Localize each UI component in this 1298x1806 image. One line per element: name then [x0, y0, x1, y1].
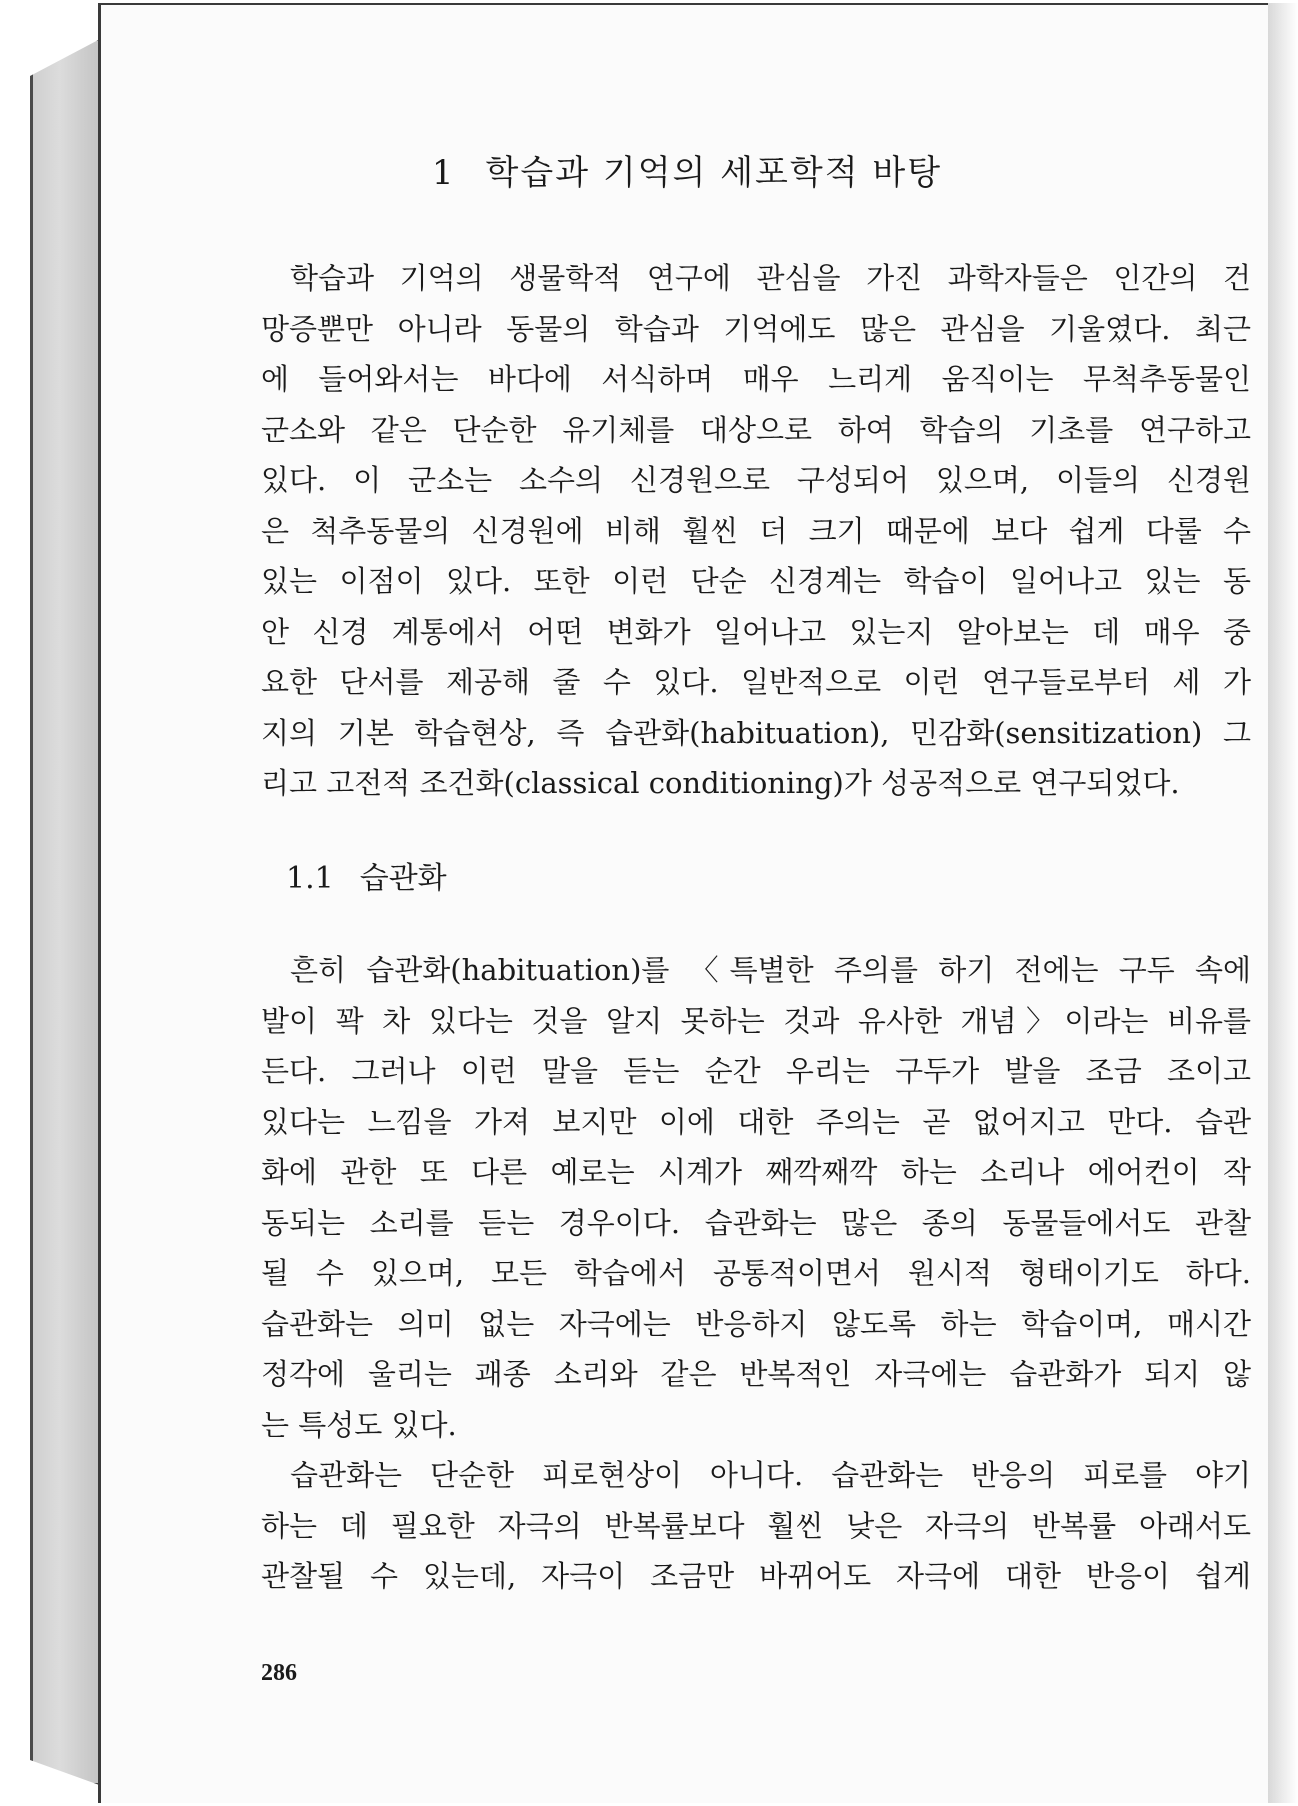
text-line: 있는 이점이 있다. 또한 이런 단순 신경계는 학습이 일어나고 있는 동	[261, 564, 1251, 598]
text-line: 동되는 소리를 듣는 경우이다. 습관화는 많은 종의 동물들에서도 관찰	[261, 1205, 1251, 1240]
text-line: 에 들어와서는 바다에 서식하며 매우 느리게 움직이는 무척추동물인	[261, 362, 1251, 396]
page-number: 286	[261, 1660, 297, 1686]
section-paragraph-2	[261, 1450, 1251, 1602]
text-line: 흔히 습관화(habituation)를 〈특별한 주의를 하기 전에는 구두 속에	[290, 953, 1251, 987]
text-line: 지의 기본 학습현상, 즉 습관화(habituation), 민감화(sensitization) 그	[261, 715, 1251, 750]
text-line: 요한 단서를 제공해 줄 수 있다. 일반적으로 이런 연구들로부터 세 가	[261, 665, 1251, 699]
text-line: 있다는 느낌을 가져 보지만 이에 대한 주의는 곧 없어지고 만다. 습관	[261, 1104, 1251, 1139]
text-line: 든다. 그러나 이런 말을 듣는 순간 우리는 구두가 발을 조금 조이고	[261, 1054, 1251, 1088]
section-heading	[286, 853, 447, 897]
text-line: 군소와 같은 단순한 유기체를 대상으로 하여 학습의 기초를 연구하고	[261, 412, 1251, 447]
book-spine	[30, 38, 102, 1786]
text-line: 안 신경 계통에서 어떤 변화가 일어나고 있는지 알아보는 데 매우 중	[261, 614, 1251, 649]
text-line: 망증뿐만 아니라 동물의 학습과 기억에도 많은 관심을 기울였다. 최근	[261, 311, 1251, 346]
chapter-heading	[101, 145, 1273, 194]
section-title: 습관화	[359, 861, 447, 896]
text-line: 습관화는 단순한 피로현상이 아니다. 습관화는 반응의 피로를 야기	[290, 1458, 1251, 1492]
section-paragraph-1	[261, 945, 1251, 1450]
text-line: 학습과 기억의 생물학적 연구에 관심을 가진 과학자들은 인간의 건	[290, 261, 1251, 295]
text-line: 정각에 울리는 괘종 소리와 같은 반복적인 자극에는 습관화가 되지 않	[261, 1357, 1251, 1391]
text-line: 하는 데 필요한 자극의 반복률보다 훨씬 낮은 자극의 반복률 아래서도	[261, 1508, 1251, 1543]
page-edge-shadow	[1268, 3, 1298, 1803]
text-line: 될 수 있으며, 모든 학습에서 공통적이면서 원시적 형태이기도 하다.	[261, 1256, 1251, 1290]
chapter-title: 학습과 기억의 세포학적 바탕	[485, 153, 943, 193]
text-line: 리고 고전적 조건화(classical conditioning)가 성공적으로 연구되었다.	[261, 766, 1180, 800]
text-line: 는 특성도 있다.	[261, 1407, 457, 1442]
text-line: 있다. 이 군소는 소수의 신경원으로 구성되어 있으며, 이들의 신경원	[261, 463, 1251, 497]
intro-paragraph	[261, 253, 1251, 809]
book-page	[98, 3, 1270, 1803]
text-line: 발이 꽉 차 있다는 것을 알지 못하는 것과 유사한 개념〉이라는 비유를	[261, 1003, 1251, 1038]
text-line: 은 척추동물의 신경원에 비해 훨씬 더 크기 때문에 보다 쉽게 다룰 수	[261, 513, 1251, 548]
text-line: 습관화는 의미 없는 자극에는 반응하지 않도록 하는 학습이며, 매시간	[261, 1306, 1251, 1341]
text-line: 관찰될 수 있는데, 자극이 조금만 바뀌어도 자극에 대한 반응이 쉽게	[261, 1559, 1251, 1593]
chapter-number: 1	[431, 153, 456, 193]
section-number: 1.1	[286, 861, 334, 896]
text-line: 화에 관한 또 다른 예로는 시계가 째깍째깍 하는 소리나 에어컨이 작	[261, 1155, 1251, 1189]
